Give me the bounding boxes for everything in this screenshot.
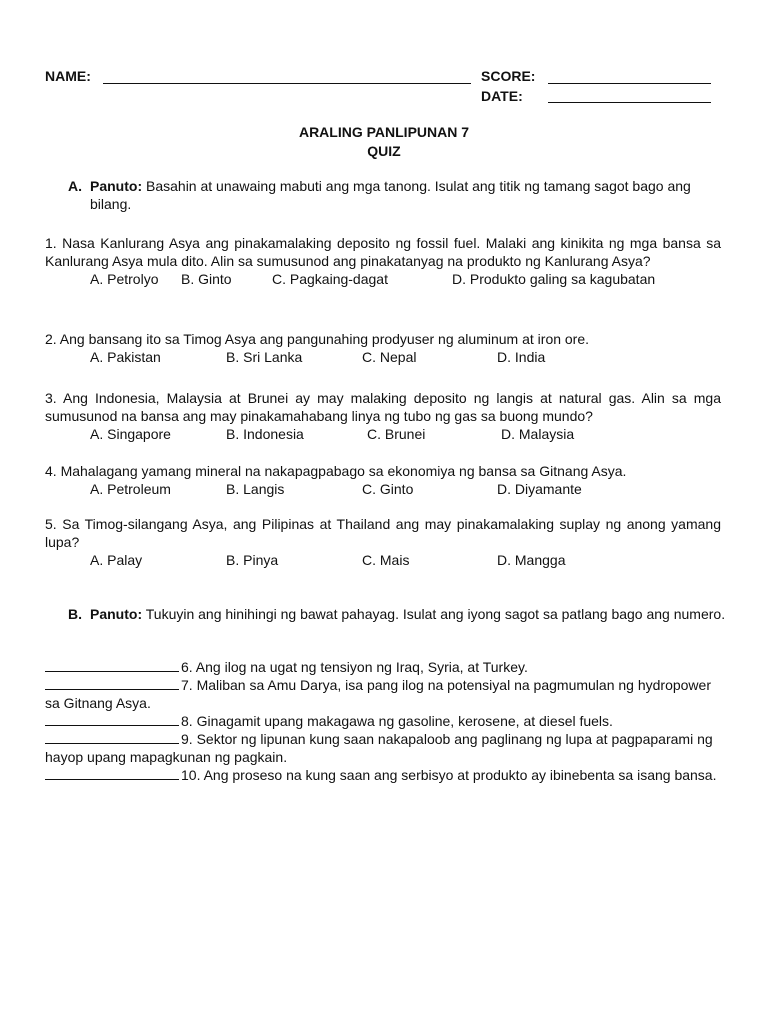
answer-blank[interactable] [45, 712, 179, 726]
choice-d: D. Mangga [497, 552, 566, 568]
question-stem: 5. Sa Timog-silangang Asya, ang Pilipinas at Thailand ang may pinakamalaking suplay ng anong yamang lupa? [45, 516, 721, 550]
choice-a: A. Petrolyo [90, 271, 159, 287]
choice-c: C. Pagkaing-dagat [272, 271, 388, 287]
date-field-line[interactable] [548, 102, 711, 103]
question-stem: 1. Nasa Kanlurang Asya ang pinakamalaking deposito ng fossil fuel. Malaki ang kinikita ng mga bansa sa Kanlurang Asya mula dito. Alin sa sumusunod ang pinakatanyag na produkto ng Kanlurang Asya? [45, 235, 721, 269]
name-label: NAME: [45, 68, 91, 84]
name-field-line[interactable] [103, 83, 471, 84]
choice-c: C. Brunei [367, 426, 426, 442]
choice-a: A. Singapore [90, 426, 171, 442]
date-label: DATE: [481, 88, 523, 104]
answer-blank[interactable] [45, 730, 179, 744]
fill-item-8 [45, 712, 721, 730]
section-b-instructions [68, 605, 728, 623]
choice-a: A. Petroleum [90, 481, 171, 497]
score-label: SCORE: [481, 68, 536, 84]
score-field-line[interactable] [548, 83, 711, 84]
question-2 [45, 330, 721, 366]
fill-item-text: 6. Ang ilog na ugat ng tensiyon ng Iraq, Syria, at Turkey. [181, 659, 528, 675]
choice-c: C. Mais [362, 552, 410, 568]
choice-b: B. Ginto [181, 271, 232, 287]
section-b-label: Panuto: [90, 606, 143, 622]
choice-b: B. Langis [226, 481, 285, 497]
fill-item-7 [45, 676, 721, 712]
choice-b: B. Pinya [226, 552, 279, 568]
fill-in-list [45, 658, 721, 784]
answer-blank[interactable] [45, 766, 179, 780]
section-b-letter: B. [68, 606, 82, 622]
section-a-instructions [68, 177, 728, 213]
question-stem: 3. Ang Indonesia, Malaysia at Brunei ay may malaking deposito ng langis at natural gas. Alin sa mga sumusunod na bansa ang may pinakamahabang linya ng tubo ng gas sa buong mundo? [45, 390, 721, 424]
answer-blank[interactable] [45, 676, 179, 690]
fill-item-text: 9. Sektor ng lipunan kung saan nakapaloob ang paglinang ng lupa at pagpaparami ng hayop upang mapagkunan ng pagkain. [45, 731, 713, 765]
fill-item-text: 8. Ginagamit upang makagawa ng gasoline, kerosene, at diesel fuels. [181, 713, 613, 729]
choice-b: B. Indonesia [226, 426, 304, 442]
choices [45, 551, 721, 569]
question-4 [45, 462, 721, 498]
fill-item-6 [45, 658, 721, 676]
choice-a: A. Palay [90, 552, 143, 568]
fill-item-9 [45, 730, 721, 766]
quiz-title: ARALING PANLIPUNAN 7 [298, 124, 470, 140]
choices [45, 348, 721, 366]
question-5 [45, 515, 721, 569]
question-1 [45, 234, 721, 288]
choice-b: B. Sri Lanka [226, 349, 303, 365]
section-a-letter: A. [68, 178, 82, 194]
section-a-label: Panuto: [90, 178, 143, 194]
choices [45, 270, 721, 288]
choice-d: D. Malaysia [501, 426, 575, 442]
question-stem: 2. Ang bansang ito sa Timog Asya ang pangunahing prodyuser ng aluminum at iron ore. [45, 331, 590, 347]
quiz-subtitle: QUIZ [367, 143, 401, 159]
fill-item-10 [45, 766, 721, 784]
section-a-text: Basahin at unawaing mabuti ang mga tanong. Isulat ang titik ng tamang sagot bago ang bilang. [90, 178, 691, 212]
section-b-text: Tukuyin ang hinihingi ng bawat pahayag. Isulat ang iyong sagot sa patlang bago ang numero. [145, 606, 726, 622]
question-stem: 4. Mahalagang yamang mineral na nakapagpabago sa ekonomiya ng bansa sa Gitnang Asya. [45, 463, 627, 479]
choice-d: D. India [497, 349, 546, 365]
answer-blank[interactable] [45, 658, 179, 672]
choice-c: C. Ginto [362, 481, 414, 497]
choice-c: C. Nepal [362, 349, 417, 365]
fill-item-text: 7. Maliban sa Amu Darya, isa pang ilog na potensiyal na pagmumulan ng hydropower sa Gitnang Asya. [45, 677, 711, 711]
fill-item-text: 10. Ang proseso na kung saan ang serbisyo at produkto ay ibinebenta sa isang bansa. [181, 767, 717, 783]
choices [45, 480, 721, 498]
choice-a: A. Pakistan [90, 349, 161, 365]
choice-d: D. Diyamante [497, 481, 582, 497]
choices [45, 425, 721, 443]
question-3 [45, 389, 721, 443]
choice-d: D. Produkto galing sa kagubatan [452, 271, 656, 287]
